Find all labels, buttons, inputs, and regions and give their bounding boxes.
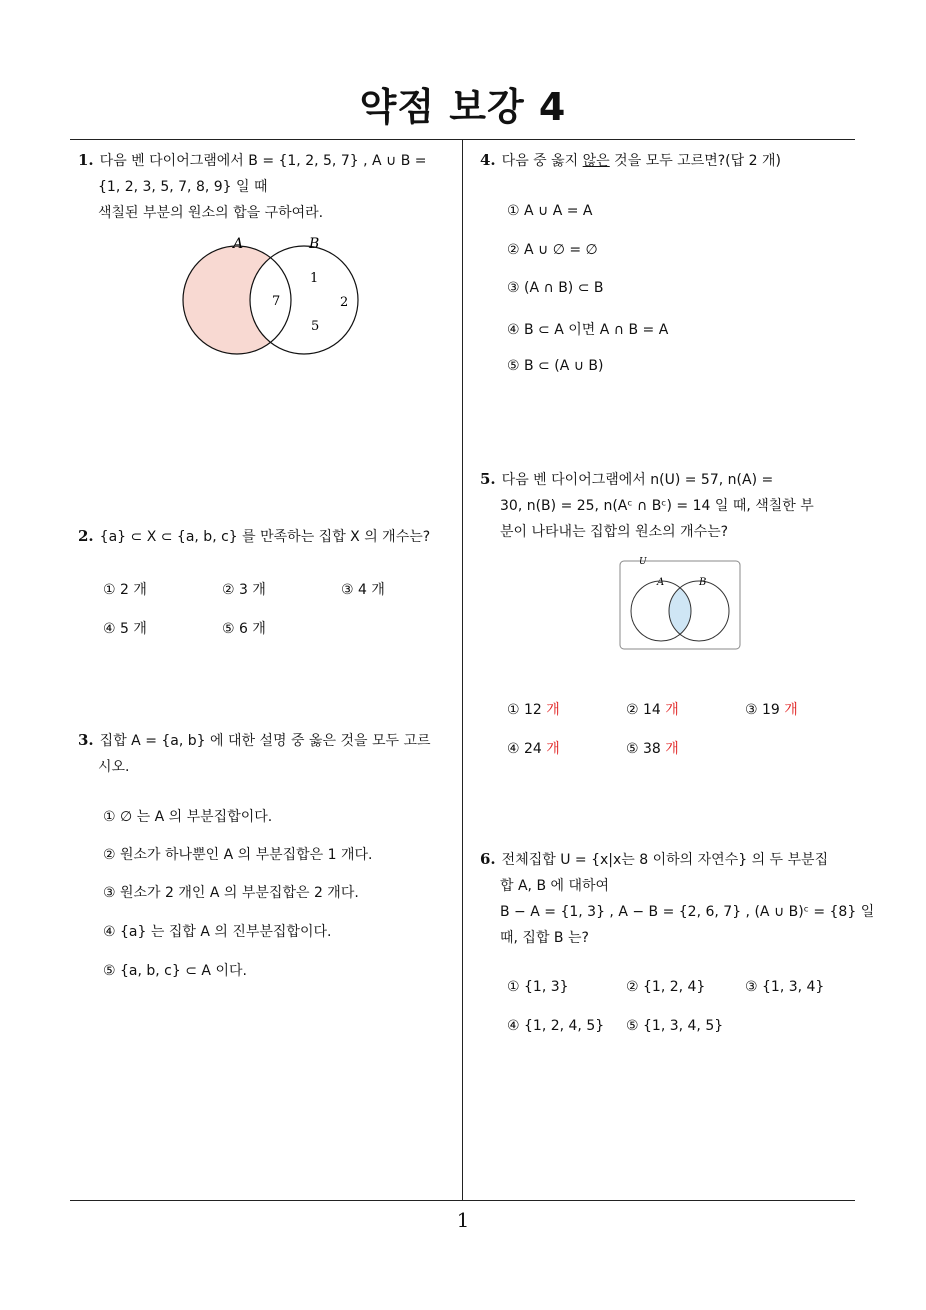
question-number: 4. [480,151,496,169]
option-marker: ② [626,702,639,718]
option-value: 12 [524,702,542,718]
set-a-label: A [233,236,244,252]
q4-option-4[interactable]: ④ B ⊂ A 이면 A ∩ B = A [507,322,669,338]
element-2: 2 [340,295,349,310]
set-a-label: A [657,577,665,588]
option-marker: ① [507,702,520,718]
option-value: 19 [762,702,780,718]
question-number: 5. [480,470,496,488]
question-text-line: 집합 A = {a, b} 에 대한 설명 중 옳은 것을 모두 고르 [99,733,431,749]
q5-option-1[interactable] [507,699,560,719]
question-4 [480,147,860,174]
q4-option-1[interactable]: ① A ∪ A = A [507,203,593,219]
q3-option-2[interactable]: ② 원소가 하나뿐인 A 의 부분집합은 1 개다. [103,847,373,863]
question-text-line: 합 A, B 에 대하여 [500,878,610,894]
question-text-line: {a} ⊂ X ⊂ {a, b, c} 를 만족하는 집합 X 의 개수는? [99,529,431,545]
question-text-line: 다음 벤 다이어그램에서 n(U) = 57, n(A) = [501,472,774,488]
question-text-line: B − A = {1, 3} , A − B = {2, 6, 7} , (A ∪ B)ᶜ = {8} 일 [500,904,875,920]
venn-diagram-q5 [617,555,743,653]
bottom-rule [70,1200,855,1201]
q5-option-5[interactable] [626,738,679,758]
question-2 [78,523,458,550]
q2-option-5[interactable]: ⑤ 6 개 [222,621,266,637]
element-1: 1 [310,271,319,286]
q3-option-3[interactable]: ③ 원소가 2 개인 A 의 부분집합은 2 개다. [103,885,359,901]
set-b-label: B [309,236,320,252]
question-text-post: 것을 모두 고르면?(답 2 개) [609,153,781,169]
option-unit: 개 [546,702,560,718]
question-text-line: 30, n(B) = 25, n(Aᶜ ∩ Bᶜ) = 14 일 때, 색칠한 부 [500,498,814,514]
q4-option-3[interactable]: ③ (A ∩ B) ⊂ B [507,280,604,296]
q4-option-5[interactable]: ⑤ B ⊂ (A ∪ B) [507,358,604,374]
element-5: 5 [311,319,320,334]
question-number: 2. [78,527,94,545]
question-number: 3. [78,731,94,749]
column-divider [462,139,463,1201]
option-unit: 개 [665,741,679,757]
question-text-line: 분이 나타내는 집합의 원소의 개수는? [500,524,729,540]
question-text-line: 전체집합 U = {x|x는 8 이하의 자연수} 의 두 부분집 [501,852,829,868]
question-text-pre: 다음 중 옳지 [501,153,583,169]
q2-option-1[interactable]: ① 2 개 [103,582,147,598]
option-value: 14 [643,702,661,718]
question-6 [480,846,875,951]
venn-diagram-q1 [175,230,380,360]
question-text-line: {1, 2, 3, 5, 7, 8, 9} 일 때 [98,179,268,195]
question-text-line: 색칠된 부분의 원소의 합을 구하여라. [98,205,324,221]
option-unit: 개 [784,702,798,718]
question-3 [78,727,458,780]
q6-option-2[interactable]: ② {1, 2, 4} [626,979,706,995]
q5-option-4[interactable] [507,738,560,758]
q2-option-4[interactable]: ④ 5 개 [103,621,147,637]
question-text-underlined: 않은 [582,153,610,169]
question-5 [480,466,860,545]
q3-option-4[interactable]: ④ {a} 는 집합 A 의 진부분집합이다. [103,924,332,940]
option-marker: ③ [745,702,758,718]
q6-option-3[interactable]: ③ {1, 3, 4} [745,979,825,995]
q3-option-1[interactable]: ① ∅ 는 A 의 부분집합이다. [103,809,273,825]
q5-option-2[interactable] [626,699,679,719]
question-1 [78,147,458,226]
question-text-line: 때, 집합 B 는? [500,930,589,946]
question-number: 1. [78,151,94,169]
option-unit: 개 [665,702,679,718]
option-value: 24 [524,741,542,757]
page-title: 약점 보강 4 [359,85,567,129]
q6-option-1[interactable]: ① {1, 3} [507,979,569,995]
q3-option-5[interactable]: ⑤ {a, b, c} ⊂ A 이다. [103,963,247,979]
page-number: 1 [456,1208,470,1232]
set-u-label: U [639,557,647,567]
q5-option-3[interactable] [745,699,798,719]
option-marker: ⑤ [626,741,639,757]
option-marker: ④ [507,741,520,757]
q6-option-4[interactable]: ④ {1, 2, 4, 5} [507,1018,605,1034]
option-value: 38 [643,741,661,757]
q4-option-2[interactable]: ② A ∪ ∅ = ∅ [507,242,598,258]
q2-option-2[interactable]: ② 3 개 [222,582,266,598]
set-b-label: B [699,577,707,588]
question-text-line: 다음 벤 다이어그램에서 B = {1, 2, 5, 7} , A ∪ B = [99,153,427,169]
element-7: 7 [272,294,281,309]
option-unit: 개 [546,741,560,757]
question-number: 6. [480,850,496,868]
question-text-line: 시오. [98,759,130,775]
q6-option-5[interactable]: ⑤ {1, 3, 4, 5} [626,1018,724,1034]
q2-option-3[interactable]: ③ 4 개 [341,582,385,598]
